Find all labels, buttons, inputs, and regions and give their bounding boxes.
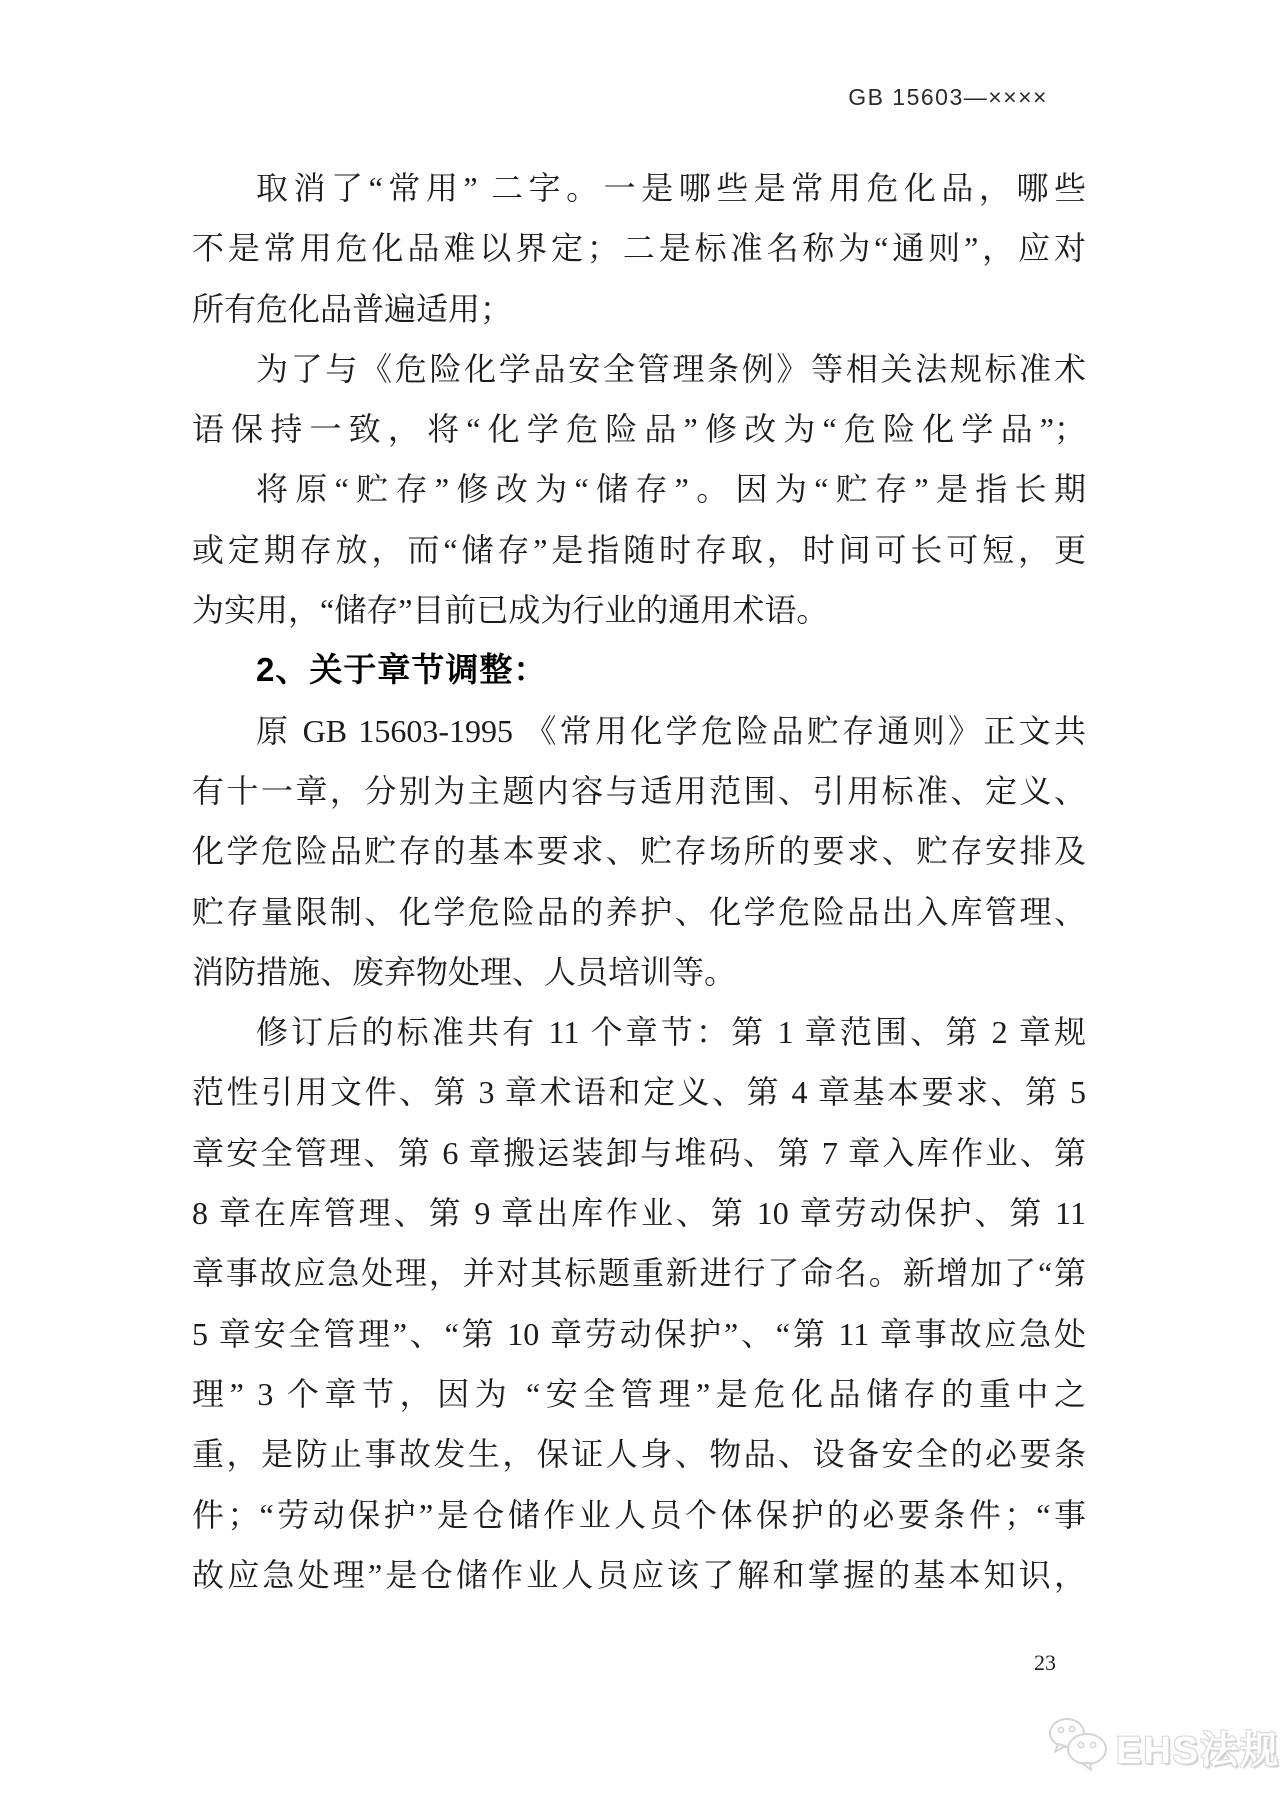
document-body [192, 158, 1086, 1605]
body-line: 章事故应急处理，并对其标题重新进行了命名。新增加了“第 [192, 1255, 1086, 1292]
watermark [1046, 1716, 1280, 1777]
watermark-label: EHS法规 [1116, 1730, 1280, 1772]
body-line: 为了与《危险化学品安全管理条例》等相关法规标准术 [256, 350, 1086, 387]
body-line: 不是常用危化品难以界定；二是标准名称为“通则”，应对 [192, 230, 1086, 267]
page-number: 23 [1034, 1650, 1056, 1675]
body-line: 件；“劳动保护”是仓储作业人员个体保护的必要条件；“事 [192, 1496, 1086, 1533]
body-line: 所有危化品普遍适用； [192, 290, 513, 327]
body-line: 故应急处理”是仓储作业人员应该了解和掌握的基本知识， [192, 1556, 1086, 1593]
body-line: 化学危险品贮存的基本要求、贮存场所的要求、贮存安排及 [192, 833, 1086, 870]
body-line: 重，是防止事故发生，保证人身、物品、设备安全的必要条 [192, 1436, 1086, 1473]
body-line: 5 章安全管理”、“第 10 章劳动保护”、“第 11 章事故应急处 [192, 1315, 1086, 1352]
body-line: 或定期存放，而“储存”是指随时存取，时间可长可短，更 [192, 531, 1086, 568]
body-line: 语保持一致，将“化学危险品”修改为“危险化学品”； [192, 411, 1086, 448]
body-line: 取消了“常用” 二字。一是哪些是常用危化品，哪些 [256, 170, 1086, 206]
body-line: 章安全管理、第 6 章搬运装卸与堆码、第 7 章入库作业、第 [192, 1134, 1086, 1171]
body-line: 为实用，“储存”目前已成为行业的通用术语。 [192, 592, 829, 629]
body-line: 修订后的标准共有 11 个章节：第 1 章范围、第 2 章规 [256, 1014, 1086, 1051]
body-line: 理” 3 个章节，因为 “安全管理”是危化品储存的重中之 [192, 1375, 1086, 1412]
body-line: 原 GB 15603-1995 《常用化学危险品贮存通则》正文共 [256, 712, 1086, 749]
body-line: 8 章在库管理、第 9 章出库作业、第 10 章劳动保护、第 11 [192, 1195, 1086, 1232]
section-heading: 2、关于章节调整： [256, 651, 548, 689]
body-line: 贮存量限制、化学危险品的养护、化学危险品出入库管理、 [192, 893, 1086, 930]
wechat-icon [1046, 1716, 1110, 1777]
standard-number-header: GB 15603—×××× [848, 84, 1048, 110]
body-line: 有十一章，分别为主题内容与适用范围、引用标准、定义、 [192, 772, 1086, 809]
body-line: 消防措施、废弃物处理、人员培训等。 [192, 953, 737, 990]
body-line: 将原“贮存”修改为“储存”。因为“贮存”是指长期 [256, 471, 1086, 508]
body-line: 范性引用文件、第 3 章术语和定义、第 4 章基本要求、第 5 [192, 1074, 1086, 1111]
